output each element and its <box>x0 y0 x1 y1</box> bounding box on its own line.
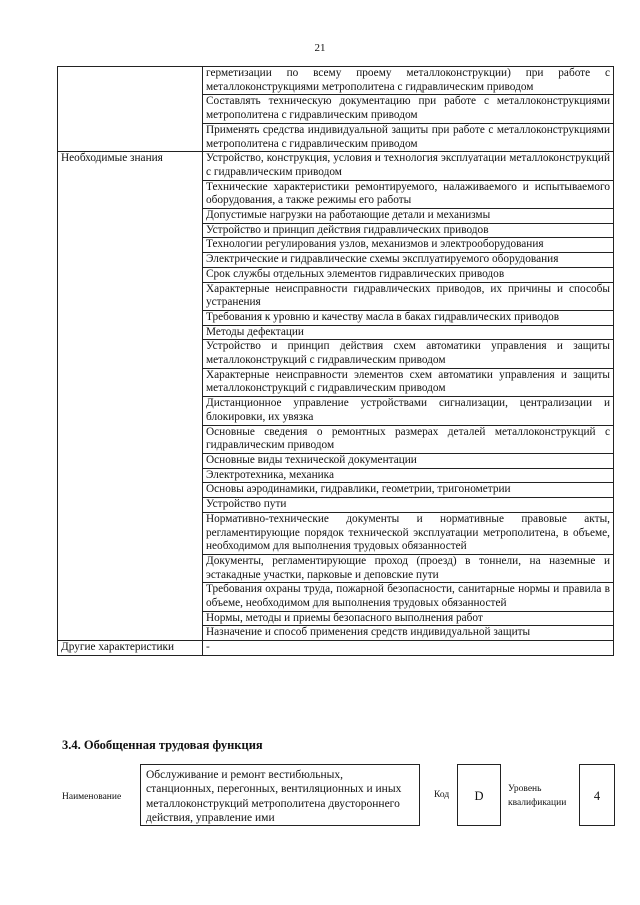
table-cell: Методы дефектации <box>203 325 614 340</box>
table-cell: Составлять техническую документацию при работе с металлоконструкциями метрополитена с гидравлическим приводом <box>203 95 614 123</box>
table-cell: Допустимые нагрузки на работающие детали и механизмы <box>203 209 614 224</box>
table-cell: Дистанционное управление устройствами сигнализации, централизации и блокировки, их увязка <box>203 397 614 425</box>
table-cell: Применять средства индивидуальной защиты при работе с металлоконструкциями метрополитена с гидравлическим приводом <box>203 123 614 151</box>
code-label: Код <box>434 790 450 800</box>
code-value-box: D <box>457 764 501 826</box>
table-cell: Назначение и способ применения средств индивидуальной защиты <box>203 626 614 641</box>
other-value: - <box>203 641 614 656</box>
page-number: 21 <box>314 42 326 54</box>
table-cell: Характерные неисправности гидравлических приводов, их причины и способы устранения <box>203 282 614 310</box>
table-cell: Основные виды технической документации <box>203 453 614 468</box>
table-cell: Требования охраны труда, пожарной безопасности, санитарные нормы и правила в объеме, необходимом для выполнения трудовых обязанностей <box>203 583 614 611</box>
name-label: Наименование <box>62 792 122 802</box>
table-cell: Документы, регламентирующие проход (проезд) в тоннели, на наземные и эстакадные участки, парковые и деповские пути <box>203 554 614 582</box>
table-cell: Требования к уровню и качеству масла в баках гидравлических приводов <box>203 310 614 325</box>
table-cell: Срок службы отдельных элементов гидравлических приводов <box>203 267 614 282</box>
level-label: Уровень квалификации <box>508 784 567 808</box>
table-cell: Электрические и гидравлические схемы эксплуатируемого оборудования <box>203 253 614 268</box>
table-cell: Технические характеристики ремонтируемого, налаживаемого и испытываемого оборудования, а также режимы его работы <box>203 180 614 208</box>
level-value-box: 4 <box>579 764 615 826</box>
table-cell: Устройство и принцип действия схем автоматики управления и защиты металлоконструкций с гидравлическим приводом <box>203 340 614 368</box>
table-cell: Характерные неисправности элементов схем автоматики управления и защиты металлоконструкций с гидравлическим приводом <box>203 368 614 396</box>
table-cell: Технологии регулирования узлов, механизмов и электрооборудования <box>203 238 614 253</box>
table-cell: Устройство, конструкция, условия и технология эксплуатации металлоконструкций с гидравлическим приводом <box>203 152 614 180</box>
other-label: Другие характеристики <box>58 641 203 656</box>
table-cell: Основы аэродинамики, гидравлики, геометрии, тригонометрии <box>203 483 614 498</box>
table-cell: Нормы, методы и приемы безопасного выполнения работ <box>203 611 614 626</box>
section-title: 3.4. Обобщенная трудовая функция <box>62 738 263 752</box>
name-value-box: Обслуживание и ремонт вестибюльных, станционных, перегонных, вентиляционных и иных металлоконструкций метрополитена двустороннего действия, управление ими <box>140 764 420 826</box>
table-cell: Нормативно-технические документы и нормативные правовые акты, регламентирующие порядок технической эксплуатации метрополитена, в объеме, необходимом для выполнения трудовых обязанностей <box>203 512 614 554</box>
knowledge-label: Необходимые знания <box>58 152 203 641</box>
table-cell: Устройство пути <box>203 498 614 513</box>
table-cell: Основные сведения о ремонтных размерах деталей металлоконструкций с гидравлическим приводом <box>203 425 614 453</box>
table-cell: Электротехника, механика <box>203 468 614 483</box>
table-cell: Устройство и принцип действия гидравлических приводов <box>203 223 614 238</box>
table-cell: герметизации по всему проему металлоконструкции) при работе с металлоконструкциями метрополитена с гидравлическим приводом <box>203 67 614 95</box>
